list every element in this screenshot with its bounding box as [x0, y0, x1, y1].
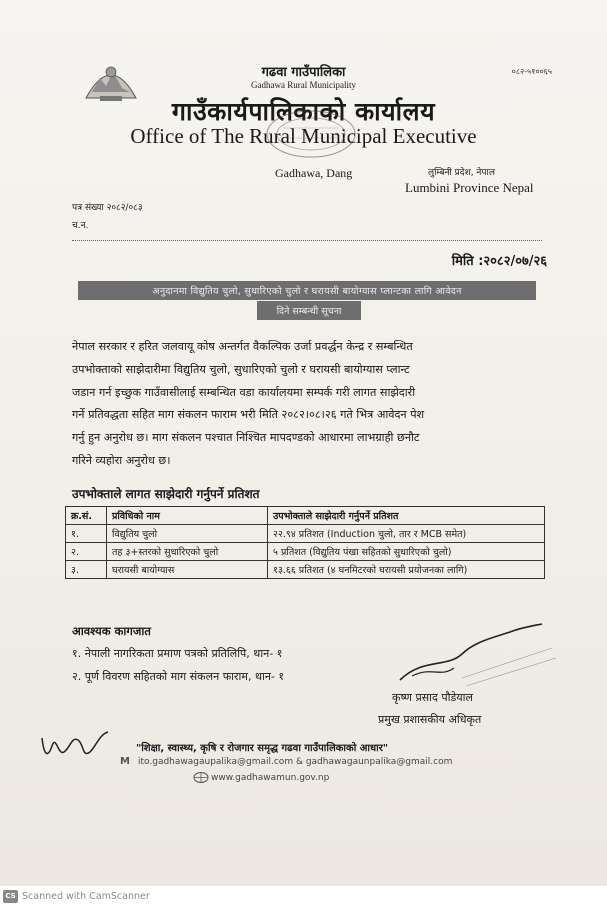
dispatch-number: च.न. [72, 221, 89, 231]
letter-number: पत्र संख्या २०८२/०८३ [72, 203, 143, 213]
cell-tech: तह ३+स्तरको सुधारिएको चुलो [107, 543, 268, 561]
required-doc-item: २. पूर्ण विवरण सहितको माग संकलन फाराम, थान- १ [72, 670, 285, 683]
mail-icon: M [120, 756, 130, 767]
officer-signature [392, 618, 562, 690]
cell-sn: १. [66, 525, 107, 543]
body-line: गर्नु हुन अनुरोध छ। माग संकलन पश्चात निश्चित मापदण्डको आधारमा लाभग्राही छनौट [72, 431, 420, 445]
signatory-name: कृष्ण प्रसाद पौडेयाल [392, 691, 473, 704]
cell-share: ५ प्रतिशत (विद्युतिय पंखा सहितको सुधारिएको चुलो) [268, 543, 545, 561]
cost-share-title: उपभोक्ताले लागत साझेदारी गर्नुपर्ने प्रतिशत [72, 487, 260, 501]
table-row [66, 561, 545, 579]
cell-share: १३.६६ प्रतिशत (४ घनमिटरको घरायसी प्रयोजनका लागि) [268, 561, 545, 579]
footer-slogan: "शिक्षा, स्वास्थ्य, कृषि र रोजगार समृद्ध गढवा गाउँपालिकाको आधार" [136, 743, 389, 754]
body-line: उपभोक्ताको साझेदारीमा विद्युतिय चुलो, सुधारिएको चुलो र घरायसी बायोग्यास प्लान्ट [72, 362, 410, 376]
province-en: Lumbini Province Nepal [405, 180, 534, 195]
cost-share-table [65, 506, 545, 579]
globe-icon [193, 772, 209, 783]
signatory-designation: प्रमुख प्रशासकीय अधिकृत [378, 713, 482, 726]
office-name-np: गढवा गाउँपालिका [261, 65, 346, 80]
body-line: गर्ने प्रतिवद्धता सहित माग संकलन फाराम भरी मिति २०८२।०८।२६ गते भित्र आवेदन पेश [72, 408, 425, 422]
office-title-np: गाउँकार्यपालिकाको कार्यालय [171, 97, 436, 126]
cell-sn: ३. [66, 561, 107, 579]
cell-sn: २. [66, 543, 107, 561]
table-row [66, 543, 545, 561]
subject-line-1: अनुदानमा विद्युतिय चुलो, सुधारिएको चुलो र घरायसी बायोग्यास प्लान्टका लागि आवेदन [78, 281, 536, 300]
office-address: Gadhawa, Dang [275, 166, 353, 180]
notice-body [72, 336, 550, 473]
cell-tech: विद्युतिय चुलो [107, 525, 268, 543]
subject-line-2: दिने सम्बन्धी सूचना [257, 301, 361, 320]
body-line: नेपाल सरकार र हरित जलवायू कोष अन्तर्गत वैकल्पिक उर्जा प्रवर्द्धन केन्द्र र सम्बन्धित [72, 340, 413, 353]
letter-date: मिति :२०८२/०७/२६ [451, 254, 547, 269]
office-name-en: Gadhawa Rural Municipality [251, 80, 356, 90]
header-share: उपभोक्ताले साझेदारी गर्नुपर्ने प्रतिशत [268, 507, 545, 525]
initials-signature [38, 726, 112, 764]
header-tech: प्रविधिको नाम [107, 507, 268, 525]
table-header-row [66, 507, 545, 525]
table-row [66, 525, 545, 543]
body-line: जडान गर्न इच्छुक गाउँवासीलाई सम्बन्धित वडा कार्यालयमा सम्पर्क गरी लागत साझेदारी [72, 385, 416, 399]
cell-tech: घरायसी बायोग्यास [107, 561, 268, 579]
required-docs-title: आवश्यक कागजात [72, 624, 151, 638]
body-line: गरिने व्यहोरा अनुरोध छ। [72, 453, 171, 467]
office-title-en: Office of The Rural Municipal Executive [130, 124, 477, 148]
camscanner-logo-icon: CS [3, 890, 18, 903]
camscanner-text: Scanned with CamScanner [22, 891, 150, 902]
footer-emails: ito.gadhawagaupalika@gmail.com & gadhawagaunpalika@gmail.com [138, 757, 453, 767]
province-np: लुम्बिनी प्रदेश, नेपाल [428, 168, 495, 178]
cell-share: २२.९४ प्रतिशत (Induction चुलो, तार र MCB समेत) [268, 525, 545, 543]
header-sn: क्र.सं. [66, 507, 107, 525]
office-seal-stamp [263, 108, 359, 160]
separator-line [72, 240, 542, 241]
required-doc-item: १. नेपाली नागरिकता प्रमाण पत्रको प्रतिलिपि, थान- १ [72, 647, 283, 660]
footer-website: www.gadhawamun.gov.np [211, 773, 330, 783]
phone-number: ०८२-५१००६५ [511, 67, 552, 76]
